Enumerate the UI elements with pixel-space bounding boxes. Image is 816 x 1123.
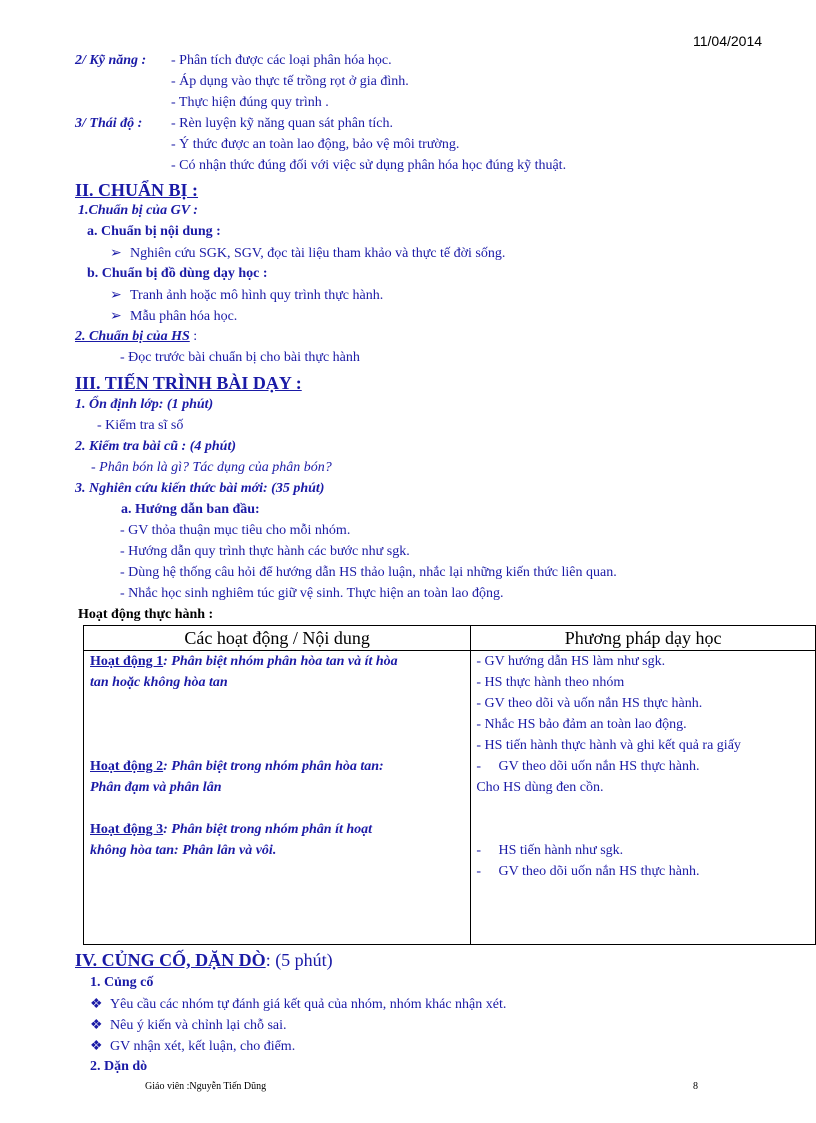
- arrow-icon: ➢: [110, 309, 122, 324]
- attitude-item: - Rèn luyện kỹ năng quan sát phân tích.: [171, 116, 394, 131]
- prep-heading: II. CHUẨN BỊ :: [75, 180, 199, 200]
- skills-label: 2/ Kỹ năng :: [75, 53, 147, 68]
- practice-heading: Hoạt động thực hành :: [78, 607, 214, 622]
- method-item: - GV theo dõi uốn nắn HS thực hành.: [476, 864, 700, 879]
- prep-tools-item: Tranh ảnh hoặc mô hình quy trình thực hành.: [130, 288, 384, 303]
- prep-student-item: - Đọc trước bài chuẩn bị cho bài thực hành: [120, 350, 360, 365]
- methods-cell: [471, 651, 816, 945]
- method-item: Cho HS dùng đen cồn.: [476, 780, 604, 795]
- footer-teacher: Giáo viên :Nguyễn Tiến Dũng: [145, 1081, 267, 1092]
- consolidation-time: : (5 phút): [265, 950, 333, 970]
- step-2-item: - Phân bón là gì? Tác dụng của phân bón?: [91, 460, 332, 475]
- header-date: 11/04/2014: [693, 33, 763, 49]
- attitude-label: 3/ Thái độ :: [75, 116, 143, 131]
- prep-student: 2. Chuẩn bị của HS: [75, 329, 190, 344]
- prep-teacher: 1.Chuẩn bị của GV :: [78, 203, 198, 218]
- skills-item: - Áp dụng vào thực tế trồng rọt ở gia đình.: [171, 74, 409, 89]
- table-header-activities: Các hoạt động / Nội dung: [84, 626, 471, 651]
- activity-1-title-cont: tan hoặc không hòa tan: [90, 675, 228, 690]
- arrow-icon: ➢: [110, 246, 122, 261]
- consolidation-heading: IV. CỦNG CỐ, DẶN DÒ: [75, 950, 266, 970]
- arrow-icon: ➢: [110, 288, 122, 303]
- activity-1-title: : Phân biệt nhóm phân hòa tan và ít hòa: [163, 654, 398, 669]
- method-item: - GV theo dõi uốn nắn HS thực hành.: [476, 759, 700, 774]
- activities-cell: [84, 651, 471, 945]
- diamond-icon: ❖: [90, 1018, 103, 1033]
- skills-item: - Phân tích được các loại phân hóa học.: [171, 53, 392, 68]
- prep-student-colon: :: [189, 329, 198, 344]
- prep-tools-item: Mẫu phân hóa học.: [130, 309, 238, 324]
- step-1: 1. Ổn định lớp: (1 phút): [75, 397, 214, 412]
- method-item: - HS tiến hành thực hành và ghi kết quả ra giấy: [476, 738, 741, 753]
- consolidation-step-1: 1. Củng cố: [90, 975, 154, 990]
- consolidation-step-2: 2. Dặn dò: [90, 1059, 148, 1074]
- prep-content-item: Nghiên cứu SGK, SGV, đọc tài liệu tham khảo và thực tế đời sống.: [130, 246, 506, 261]
- activity-1-label: Hoạt động 1: [90, 654, 164, 669]
- consolidation-item: Nêu ý kiến và chỉnh lại chỗ sai.: [110, 1018, 287, 1033]
- skills-item: - Thực hiện đúng quy trình .: [171, 95, 329, 110]
- activity-2-label: Hoạt động 2: [90, 759, 164, 774]
- method-item: - Nhắc HS bảo đảm an toàn lao động.: [476, 717, 687, 732]
- consolidation-item: GV nhận xét, kết luận, cho điểm.: [110, 1039, 296, 1054]
- diamond-icon: ❖: [90, 1039, 103, 1054]
- method-item: - HS thực hành theo nhóm: [476, 675, 625, 690]
- method-item: - HS tiến hành như sgk.: [476, 843, 624, 858]
- activity-3-title-cont: không hòa tan: Phân lân và vôi.: [90, 843, 277, 858]
- guide-heading: a. Hướng dẫn ban đầu:: [121, 502, 260, 517]
- method-item: - GV theo dõi và uốn nắn HS thực hành.: [476, 696, 703, 711]
- prep-content-heading: a. Chuẩn bị nội dung :: [87, 224, 221, 239]
- activity-2-title-cont: Phân đạm và phân lân: [90, 780, 222, 795]
- step-1-item: - Kiểm tra sĩ số: [97, 418, 184, 433]
- diamond-icon: ❖: [90, 997, 103, 1012]
- table-header-methods: Phương pháp dạy học: [471, 626, 816, 651]
- step-3: 3. Nghiên cứu kiến thức bài mới: (35 phút): [75, 481, 325, 496]
- step-2: 2. Kiểm tra bài cũ : (4 phút): [75, 439, 237, 454]
- attitude-item: - Có nhận thức đúng đối với việc sử dụng phân hóa học đúng kỹ thuật.: [171, 158, 567, 173]
- guide-item: - GV thỏa thuận mục tiêu cho mỗi nhóm.: [120, 523, 351, 538]
- guide-item: - Nhắc học sinh nghiêm túc giữ vệ sinh. Thực hiện an toàn lao động.: [120, 586, 504, 601]
- consolidation-item: Yêu cầu các nhóm tự đánh giá kết quả của nhóm, nhóm khác nhận xét.: [110, 997, 507, 1012]
- process-heading: III. TIẾN TRÌNH BÀI DẠY :: [75, 373, 302, 393]
- attitude-item: - Ý thức được an toàn lao động, bảo vệ môi trường.: [171, 137, 460, 152]
- activity-3-title: : Phân biệt trong nhóm phân ít hoạt: [163, 822, 373, 837]
- activity-table: [83, 625, 816, 945]
- activity-3-label: Hoạt động 3: [90, 822, 164, 837]
- footer-page-number: 8: [693, 1081, 698, 1092]
- method-item: - GV hướng dẫn HS làm như sgk.: [476, 654, 666, 669]
- prep-tools-heading: b. Chuẩn bị đồ dùng dạy học :: [87, 266, 268, 281]
- guide-item: - Dùng hệ thống câu hỏi để hướng dẫn HS thảo luận, nhắc lại những kiến thức liên quan.: [120, 565, 617, 580]
- guide-item: - Hướng dẫn quy trình thực hành các bước như sgk.: [120, 544, 410, 559]
- activity-2-title: : Phân biệt trong nhóm phân hòa tan:: [163, 759, 384, 774]
